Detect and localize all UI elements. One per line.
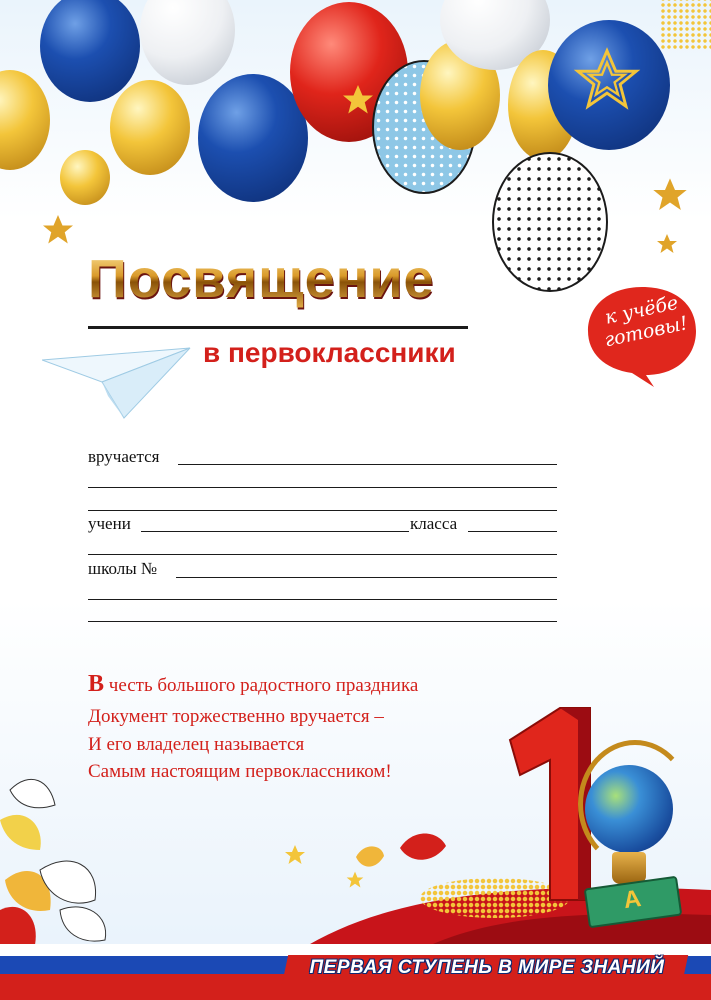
- form-line-8: [88, 621, 557, 622]
- star-icon: [655, 232, 679, 256]
- poem-line-4: Самым настоящим первоклассником!: [88, 761, 392, 782]
- globe-icon: [585, 765, 673, 853]
- balloon-dotted: [492, 152, 608, 292]
- star-icon: [283, 843, 307, 867]
- poem-line-1: [88, 670, 418, 699]
- poem-line-1-text: честь большого радостного праздника: [104, 675, 419, 696]
- balloon-gold: [60, 150, 110, 205]
- autumn-leaves-left: [0, 750, 150, 950]
- star-icon: [40, 212, 76, 248]
- balloon-blue: [40, 0, 140, 102]
- balloon-blue: [198, 74, 308, 202]
- certificate-title: Посвящение: [88, 249, 435, 309]
- name-line-3: [88, 510, 557, 511]
- paper-plane-icon: [42, 340, 192, 420]
- leaf-icon: [398, 828, 448, 868]
- class-label: класса: [410, 514, 458, 533]
- poem-line-2: Документ торжественно вручается –: [88, 706, 384, 727]
- star-icon: [345, 870, 365, 890]
- footer-banner-text: ПЕРВАЯ СТУПЕНЬ В МИРЕ ЗНАНИЙ: [309, 957, 665, 978]
- leaf-icon: [354, 842, 386, 872]
- pupil-label: учени: [88, 514, 131, 533]
- sticker-text: к учёбе готовы!: [602, 291, 690, 352]
- certificate-subtitle: в первоклассники: [203, 337, 456, 368]
- poem-drop-cap: В: [88, 671, 105, 697]
- class-line: [468, 531, 557, 532]
- name-line-2: [88, 487, 557, 488]
- balloon-white: [140, 0, 235, 85]
- star-icon: [340, 82, 376, 118]
- balloon-gold: [110, 80, 190, 175]
- presented-to-label: вручается: [88, 447, 160, 466]
- glitter-corner: [660, 0, 711, 50]
- star-icon: [650, 175, 690, 215]
- star-icon: [572, 45, 642, 115]
- pupil-line: [141, 531, 409, 532]
- book-letter: А: [621, 884, 643, 915]
- form-line-7: [88, 599, 557, 600]
- presented-to-line: [178, 464, 557, 465]
- balloon-gold: [0, 70, 50, 170]
- title-underline: [88, 326, 468, 329]
- form-line-5: [88, 554, 557, 555]
- school-line: [176, 577, 557, 578]
- globe-base: [612, 852, 646, 884]
- school-label: школы №: [88, 559, 158, 578]
- poem-line-3: И его владелец называется: [88, 734, 305, 755]
